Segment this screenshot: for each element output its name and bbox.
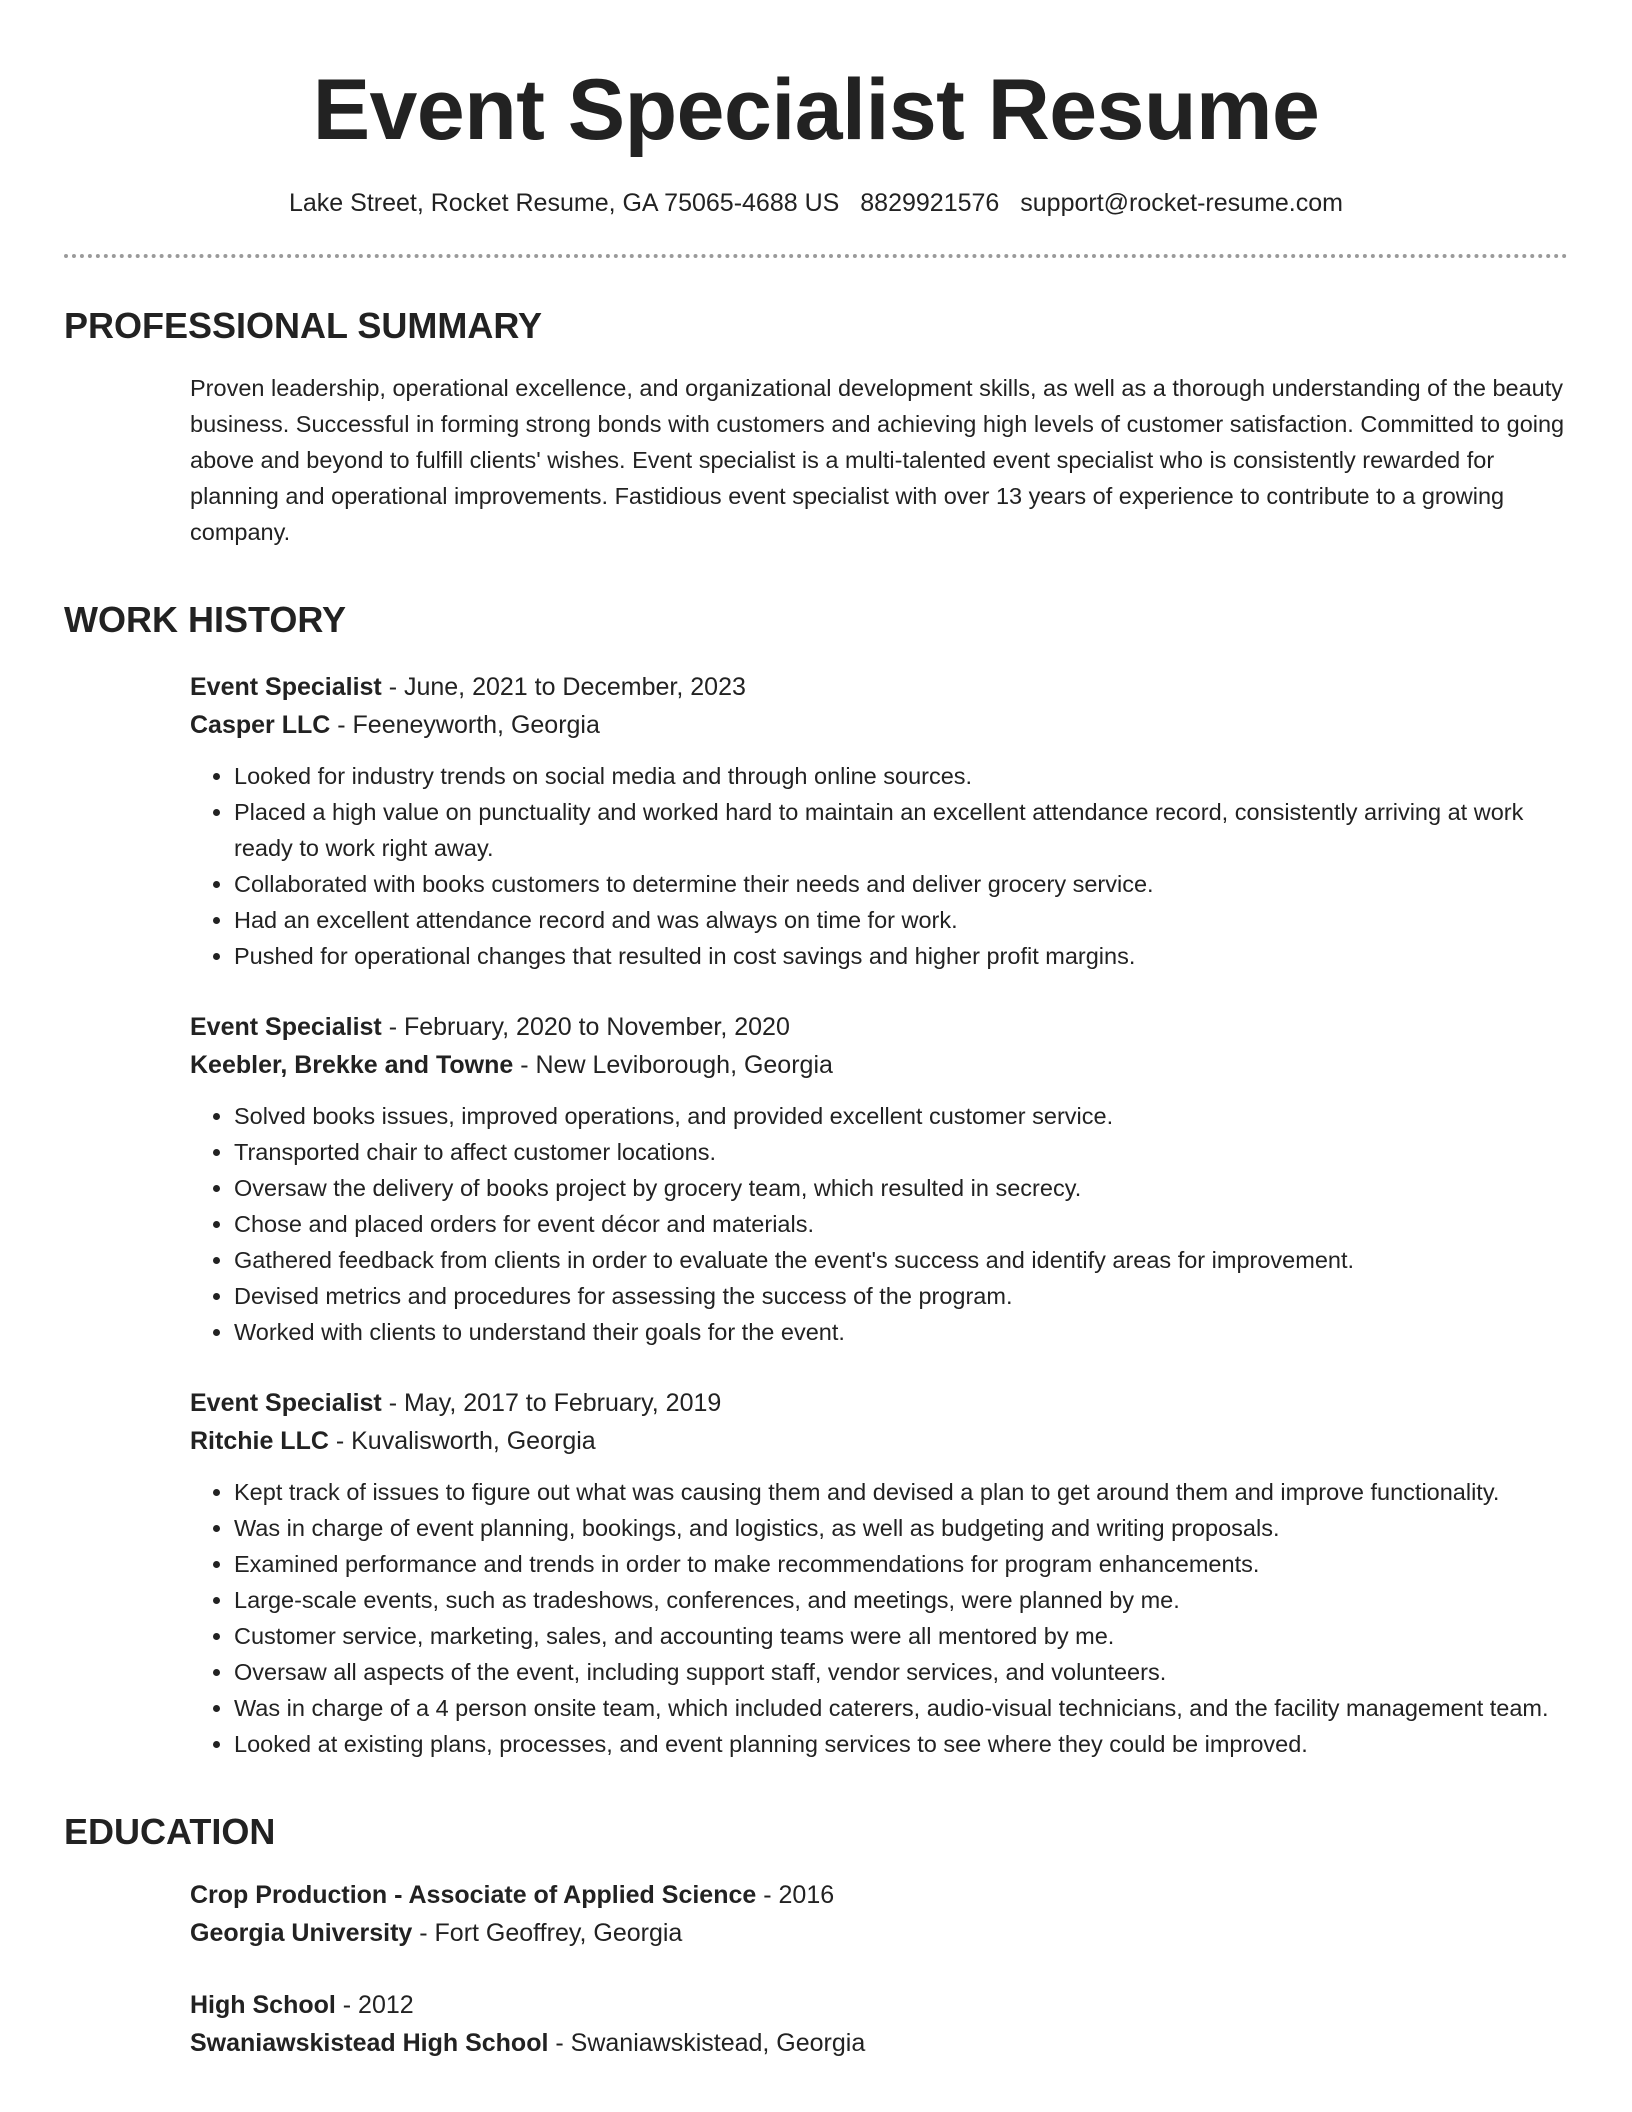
- job-company: Keebler, Brekke and Towne: [190, 1051, 514, 1079]
- job-bullet: • Kept track of issues to figure out what was causing them and devised a plan to get around them and improve functionality.: [234, 1474, 1568, 1510]
- job-entry: [190, 1384, 1568, 1762]
- job-bullet: • Placed a high value on punctuality and worked hard to maintain an excellent attendance record, consistently arriving at work ready to work right away.: [234, 794, 1568, 866]
- school-line: [190, 1914, 1568, 1952]
- job-bullets: [190, 1474, 1568, 1762]
- job-title-line: [190, 1008, 1568, 1046]
- job-bullet: • Collaborated with books customers to determine their needs and deliver grocery service.: [234, 866, 1568, 902]
- job-dates: - May, 2017 to February, 2019: [381, 1389, 722, 1417]
- job-bullet: • Examined performance and trends in order to make recommendations for program enhancements.: [234, 1546, 1568, 1582]
- job-bullet: • Oversaw all aspects of the event, including support staff, vendor services, and volunteers.: [234, 1654, 1568, 1690]
- job-location: - Kuvalisworth, Georgia: [328, 1427, 596, 1455]
- job-bullet: • Gathered feedback from clients in order to evaluate the event's success and identify areas for improvement.: [234, 1242, 1568, 1278]
- job-location: - Feeneyworth, Georgia: [330, 711, 600, 739]
- job-company: Ritchie LLC: [190, 1427, 329, 1455]
- job-bullet: • Was in charge of event planning, bookings, and logistics, as well as budgeting and writing proposals.: [234, 1510, 1568, 1546]
- job-company-line: [190, 706, 1568, 744]
- job-title-line: [190, 668, 1568, 706]
- job-bullet: • Transported chair to affect customer locations.: [234, 1134, 1568, 1170]
- degree-line: [190, 1986, 1568, 2024]
- education-entry: [190, 1986, 1568, 2062]
- contact-line: [64, 186, 1568, 220]
- job-bullet: • Had an excellent attendance record and was always on time for work.: [234, 902, 1568, 938]
- graduation-year: - 2016: [756, 1881, 835, 1909]
- school-name: Georgia University: [190, 1919, 413, 1947]
- job-bullets: [190, 758, 1568, 974]
- job-bullet: • Oversaw the delivery of books project by grocery team, which resulted in secrecy.: [234, 1170, 1568, 1206]
- contact-phone: 8829921576: [860, 189, 1000, 217]
- job-bullet: • Chose and placed orders for event décor and materials.: [234, 1206, 1568, 1242]
- header-divider: [64, 254, 1568, 258]
- job-entry: [190, 1008, 1568, 1350]
- school-location: - Fort Geoffrey, Georgia: [412, 1919, 683, 1947]
- degree: Crop Production - Associate of Applied Science: [190, 1881, 757, 1909]
- job-bullet: • Was in charge of a 4 person onsite team, which included caterers, audio-visual technicians, and the facility management team.: [234, 1690, 1568, 1726]
- job-title: Event Specialist: [190, 1013, 382, 1041]
- job-dates: - June, 2021 to December, 2023: [381, 673, 746, 701]
- job-bullet: • Large-scale events, such as tradeshows, conferences, and meetings, were planned by me.: [234, 1582, 1568, 1618]
- degree: High School: [190, 1991, 336, 2019]
- education-heading: EDUCATION: [64, 1811, 276, 1852]
- job-company-line: [190, 1046, 1568, 1084]
- work-history-heading: WORK HISTORY: [64, 599, 347, 640]
- resume-page: [64, 0, 1568, 2062]
- job-entry: [190, 668, 1568, 974]
- job-dates: - February, 2020 to November, 2020: [381, 1013, 790, 1041]
- summary-text: Proven leadership, operational excellence, and organizational development skills, as well as a thorough understanding of the beauty business. Successful in forming strong bonds with customers and achieving high levels of customer satisfaction. Committed to going above and beyond to fulfill clients' wishes. Event specialist is a multi-talented event specialist who is consistently rewarded for planning and operational improvements. Fastidious event specialist with over 13 years of experience to contribute to a growing company.: [190, 375, 1565, 545]
- school-line: [190, 2024, 1568, 2062]
- job-bullets: [190, 1098, 1568, 1350]
- job-bullet: • Solved books issues, improved operations, and provided excellent customer service.: [234, 1098, 1568, 1134]
- graduation-year: - 2012: [335, 1991, 414, 2019]
- school-name: Swaniawskistead High School: [190, 2029, 549, 2057]
- job-bullet: • Customer service, marketing, sales, and accounting teams were all mentored by me.: [234, 1618, 1568, 1654]
- education-entry: [190, 1876, 1568, 1952]
- resume-title: Event Specialist Resume: [312, 62, 1320, 158]
- job-title: Event Specialist: [190, 1389, 382, 1417]
- summary-heading: PROFESSIONAL SUMMARY: [64, 305, 543, 346]
- job-bullet: • Looked for industry trends on social media and through online sources.: [234, 758, 1568, 794]
- degree-line: [190, 1876, 1568, 1914]
- job-title-line: [190, 1384, 1568, 1422]
- job-bullet: • Looked at existing plans, processes, and event planning services to see where they could be improved.: [234, 1726, 1568, 1762]
- job-company: Casper LLC: [190, 711, 331, 739]
- job-title: Event Specialist: [190, 673, 382, 701]
- job-company-line: [190, 1422, 1568, 1460]
- school-location: - Swaniawskistead, Georgia: [548, 2029, 866, 2057]
- contact-address: Lake Street, Rocket Resume, GA 75065-4688 US: [289, 189, 840, 217]
- job-bullet: • Worked with clients to understand their goals for the event.: [234, 1314, 1568, 1350]
- job-location: - New Leviborough, Georgia: [513, 1051, 833, 1079]
- job-bullet: • Pushed for operational changes that resulted in cost savings and higher profit margins.: [234, 938, 1568, 974]
- contact-email[interactable]: support@rocket-resume.com: [1020, 189, 1343, 217]
- job-bullet: • Devised metrics and procedures for assessing the success of the program.: [234, 1278, 1568, 1314]
